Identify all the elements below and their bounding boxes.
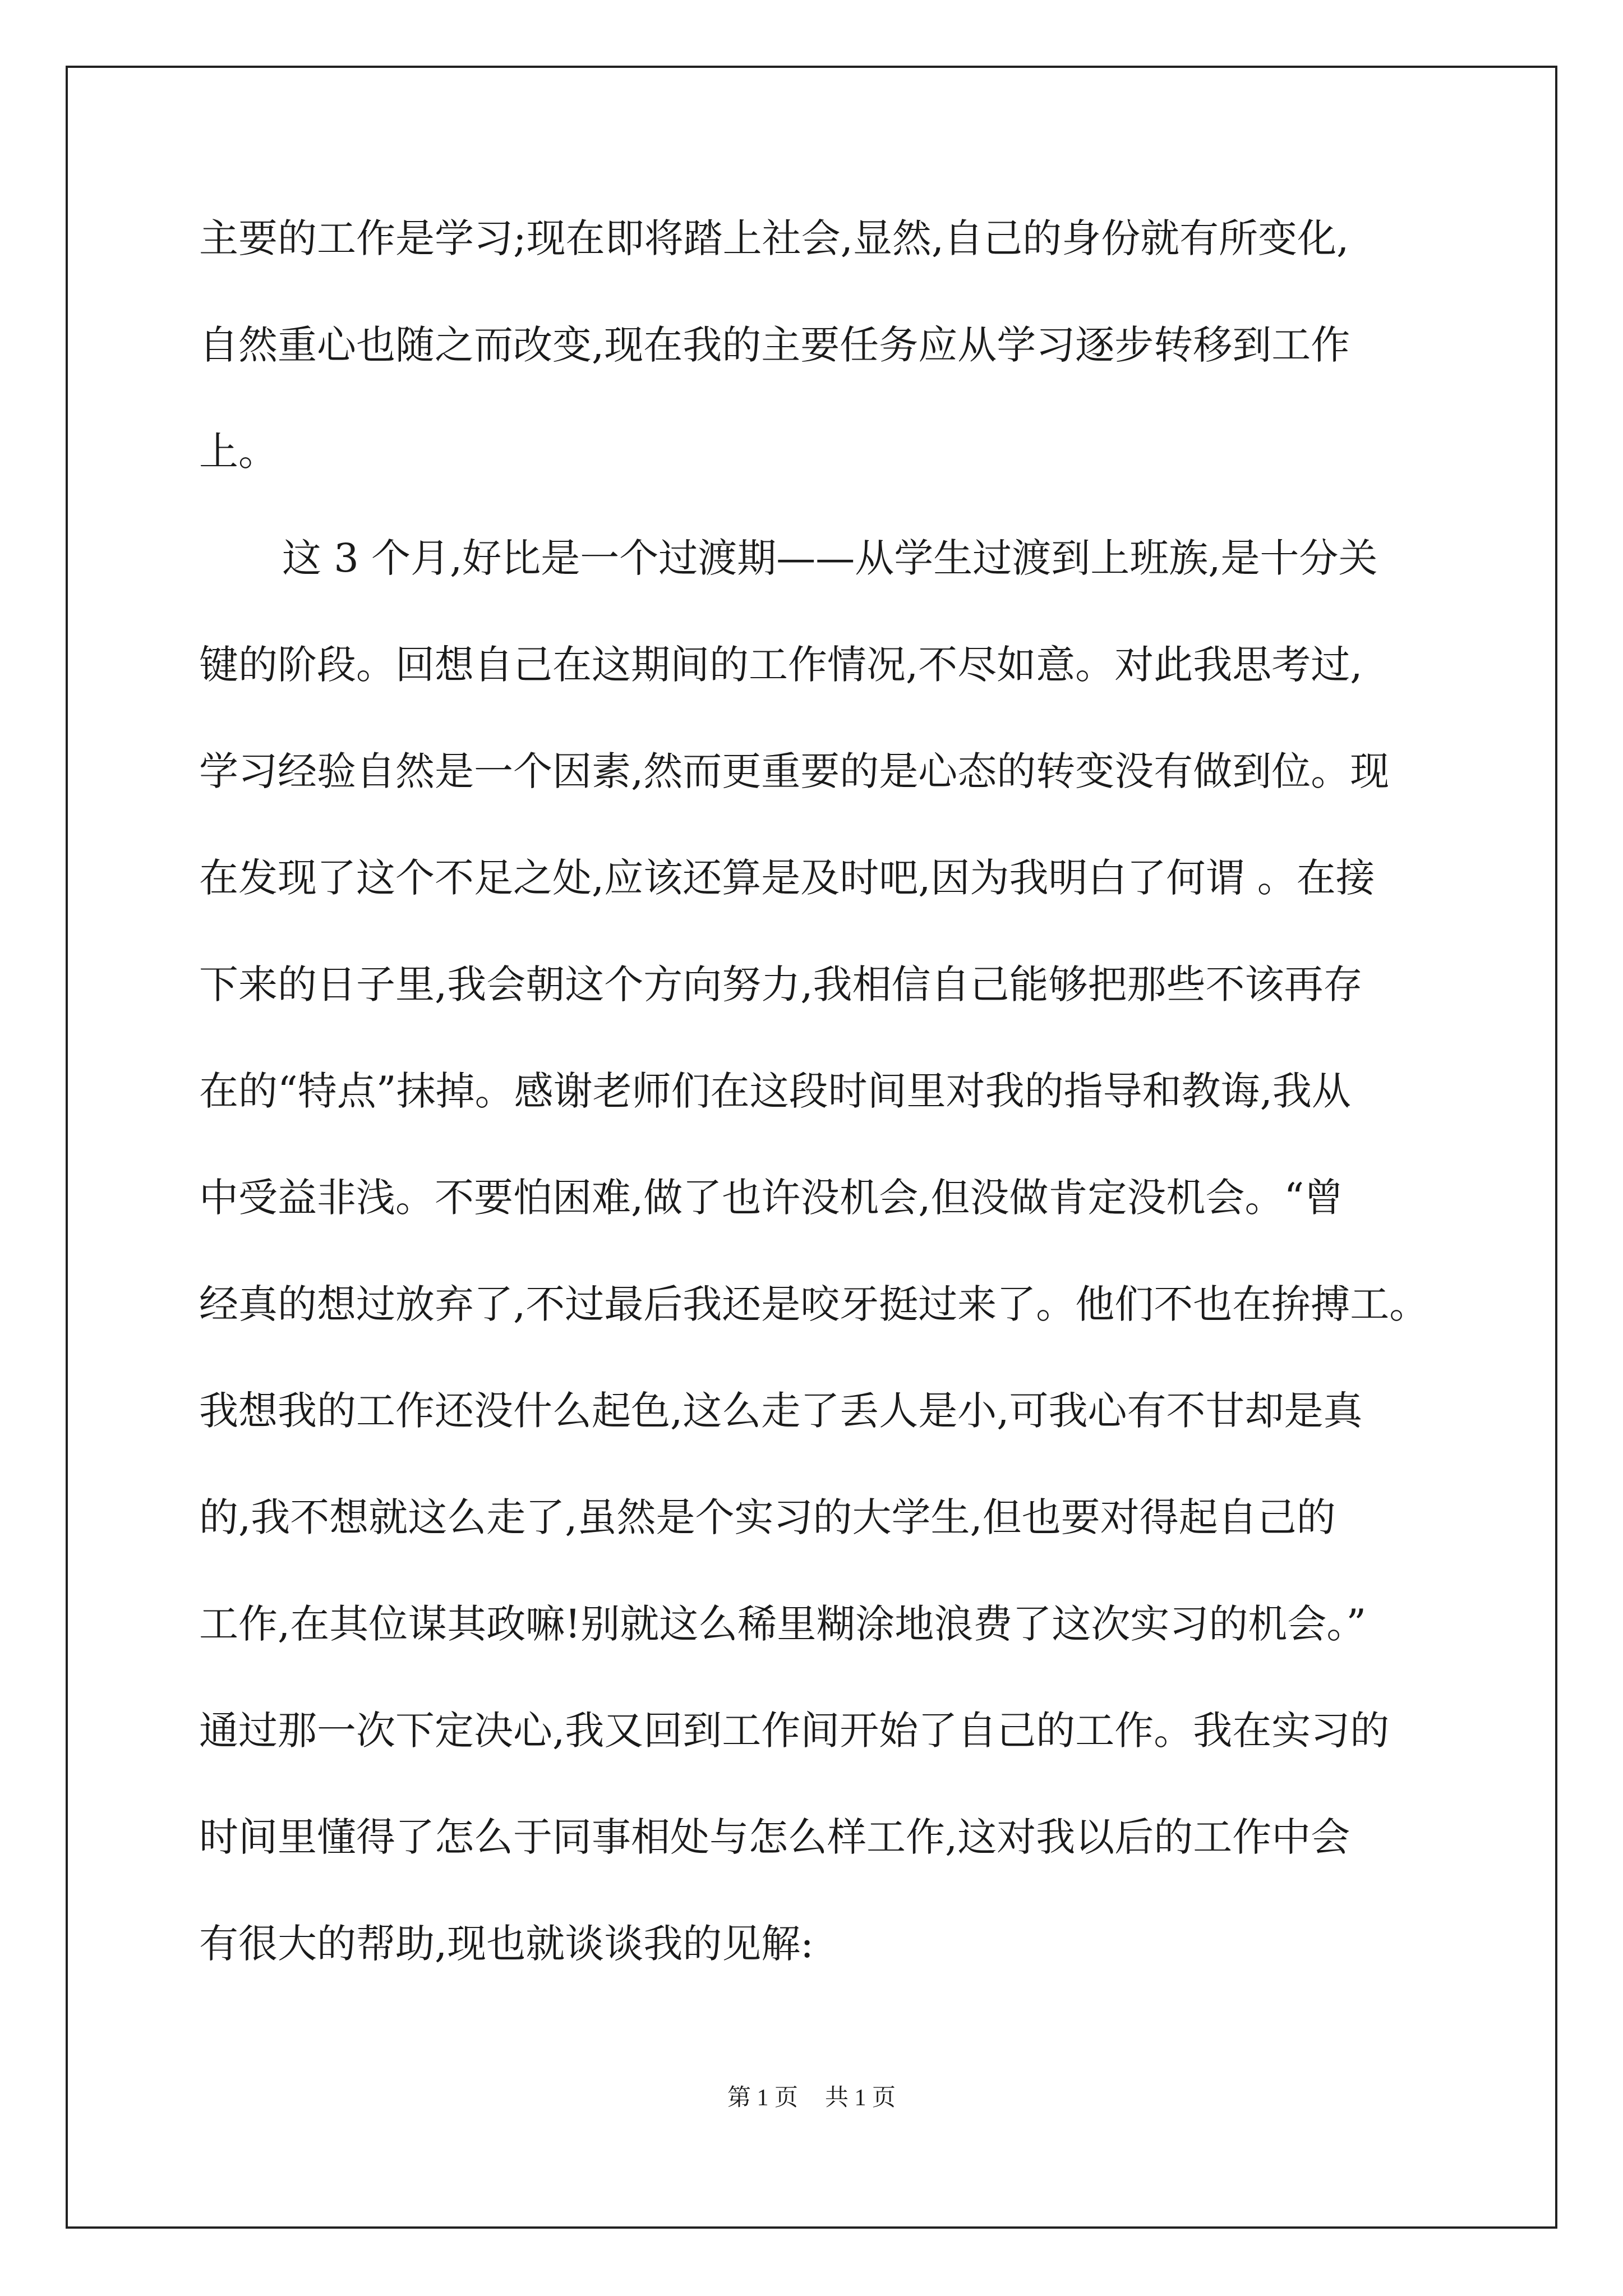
page-number-current: 第 1 页 bbox=[727, 2085, 798, 2111]
text-line: 经真的想过放弃了,不过最后我还是咬牙挺过来了。他们不也在拚搏工。 bbox=[199, 1281, 1429, 1327]
text-line: 在的“特点”抹掉。感谢老师们在这段时间里对我的指导和教诲,我从 bbox=[199, 1068, 1351, 1114]
text-line: 通过那一次下定决心,我又回到工作间开始了自己的工作。我在实习的 bbox=[199, 1708, 1390, 1754]
text-line: 下来的日子里,我会朝这个方向努力,我相信自己能够把那些不该再存 bbox=[199, 961, 1363, 1007]
text-line: 主要的工作是学习;现在即将踏上社会,显然,自己的身份就有所变化, bbox=[199, 215, 1349, 261]
document-body bbox=[199, 185, 1433, 1997]
text-line: 上。 bbox=[199, 429, 278, 475]
text-line: 我想我的工作还没什么起色,这么走了丢人是小,可我心有不甘却是真 bbox=[199, 1388, 1363, 1434]
text-line: 学习经验自然是一个因素,然而更重要的是心态的转变没有做到位。现 bbox=[199, 748, 1390, 794]
text-line: 时间里懂得了怎么于同事相处与怎么样工作,这对我以后的工作中会 bbox=[199, 1814, 1350, 1860]
text-line: 自然重心也随之而改变,现在我的主要任务应从学习逐步转移到工作 bbox=[199, 322, 1350, 368]
text-line: 键的阶段。回想自己在这期间的工作情况,不尽如意。对此我思考过, bbox=[199, 642, 1363, 688]
text-line: 这 3 个月,好比是一个过渡期——从学生过渡到上班族,是十分关 bbox=[282, 535, 1378, 581]
page-number-total: 共 1 页 bbox=[825, 2085, 896, 2111]
text-line: 的,我不想就这么走了,虽然是个实习的大学生,但也要对得起自己的 bbox=[199, 1494, 1336, 1540]
text-line: 中受益非浅。不要怕困难,做了也许没机会,但没做肯定没机会。“曾 bbox=[199, 1175, 1344, 1221]
text-line: 在发现了这个不足之处,应该还算是及时吧,因为我明白了何谓 。在接 bbox=[199, 855, 1375, 901]
page-footer bbox=[0, 2081, 1623, 2115]
text-line: 有很大的帮助,现也就谈谈我的见解: bbox=[199, 1921, 814, 1967]
text-line: 工作,在其位谋其政嘛!别就这么稀里糊涂地浪费了这次实习的机会。” bbox=[199, 1601, 1367, 1647]
